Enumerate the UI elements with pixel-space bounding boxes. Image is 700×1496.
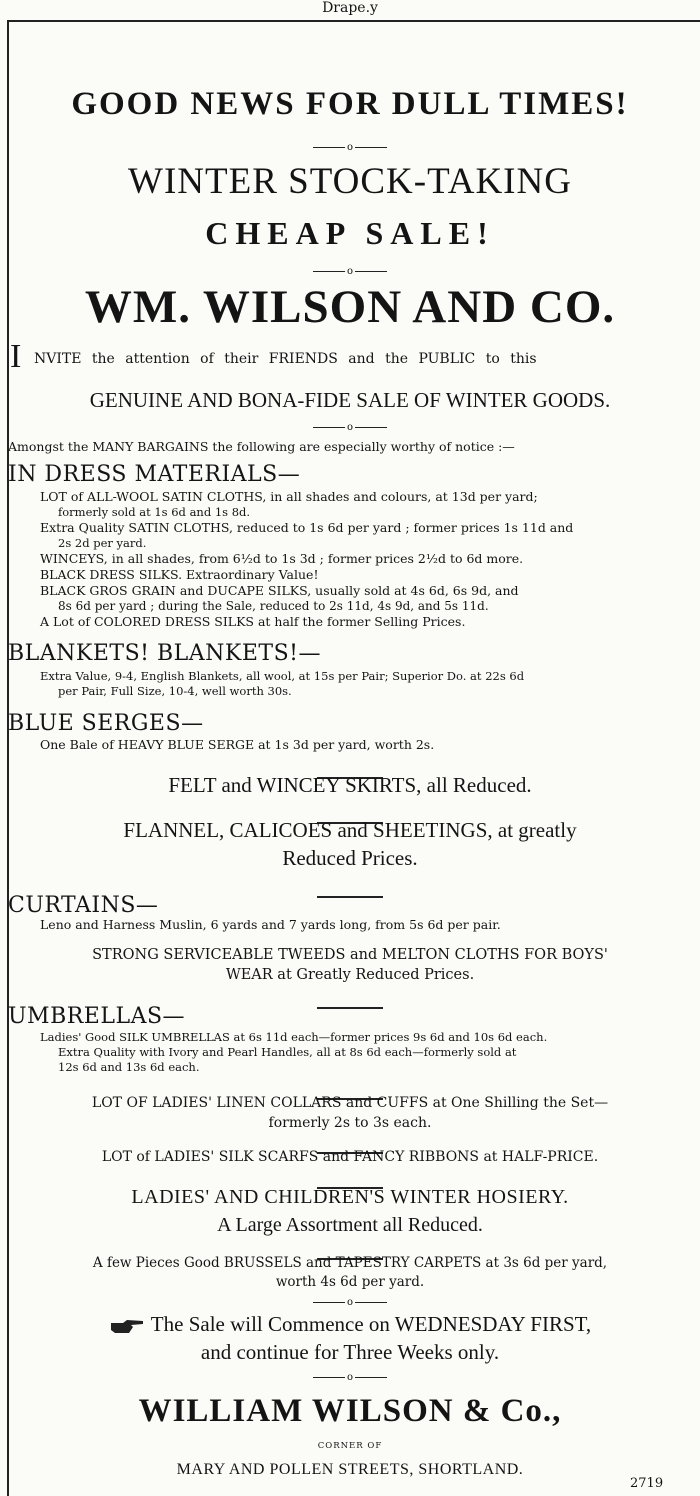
umbrellas-heading: UMBRELLAS—	[8, 1004, 186, 1029]
blankets-line: per Pair, Full Size, 10-4, well worth 30s.	[58, 684, 292, 698]
tweeds-line: STRONG SERVICEABLE TWEEDS and MELTON CLOTHS FOR BOYS'	[92, 947, 608, 963]
commence-line: and continue for Three Weeks only.	[200, 1340, 500, 1364]
dress-line: BLACK DRESS SILKS. Extraordinary Value!	[40, 567, 319, 582]
separator: o	[0, 423, 700, 433]
bargains-intro: Amongst the MANY BARGAINS the following are especially worthy of notice :—	[8, 439, 515, 454]
top-border-rule	[7, 20, 700, 22]
banner-title: GOOD NEWS FOR DULL TIMES!	[71, 86, 629, 122]
serges-line: One Bale of HEAVY BLUE SERGE at 1s 3d per yard, worth 2s.	[40, 737, 435, 752]
hosiery-line: LADIES' AND CHILDREN'S WINTER HOSIERY.	[131, 1186, 569, 1208]
commence-text: The Sale will Commence on WEDNESDAY FIRST,	[150, 1312, 592, 1336]
curtains-heading: CURTAINS—	[8, 893, 159, 918]
invite-text: NVITE the attention of their FRIENDS and the PUBLIC to this	[34, 351, 537, 367]
carpets-line: A few Pieces Good BRUSSELS and TAPESTRY CARPETS at 3s 6d per yard,	[92, 1255, 608, 1271]
separator: o	[0, 1298, 700, 1308]
blankets-heading: BLANKETS! BLANKETS!—	[8, 641, 321, 666]
collars-line: formerly 2s to 3s each.	[268, 1115, 432, 1131]
dress-line: formerly sold at 1s 6d and 1s 8d.	[58, 505, 251, 519]
reference-number: 2719	[630, 1476, 664, 1491]
genuine-sale: GENUINE AND BONA-FIDE SALE OF WINTER GOODS.	[89, 388, 611, 412]
commence-line	[0, 1312, 700, 1337]
pointing-hand-icon	[109, 1317, 145, 1335]
sale-type: CHEAP SALE!	[205, 215, 495, 251]
dress-line: BLACK GROS GRAIN and DUCAPE SILKS, usually sold at 4s 6d, 6s 9d, and	[40, 583, 519, 598]
dress-line: 2s 2d per yard.	[58, 536, 147, 550]
umbrellas-line: 12s 6d and 13s 6d each.	[58, 1060, 200, 1074]
flannel-line: FLANNEL, CALICOES and SHEETINGS, at greatly	[123, 818, 577, 842]
dress-line: A Lot of COLORED DRESS SILKS at half the former Selling Prices.	[40, 614, 466, 629]
footer-corner: CORNER OF	[317, 1441, 383, 1451]
separator: o	[0, 1373, 700, 1383]
collars-line: LOT OF LADIES' LINEN COLLARS and CUFFS at One Shilling the Set—	[91, 1095, 609, 1111]
dress-line: LOT of ALL-WOOL SATIN CLOTHS, in all shades and colours, at 13d per yard;	[40, 489, 538, 504]
dress-line: Extra Quality SATIN CLOTHS, reduced to 1s 6d per yard ; former prices 1s 11d and	[40, 520, 574, 535]
skirts-line: FELT and WINCEY SKIRTS, all Reduced.	[168, 773, 532, 797]
umbrellas-line: Extra Quality with Ivory and Pearl Handles, all at 8s 6d each—formerly sold at	[58, 1045, 517, 1059]
tweeds-line: WEAR at Greatly Reduced Prices.	[225, 967, 475, 983]
section-header: Drape.y	[322, 0, 378, 16]
carpets-line: worth 4s 6d per yard.	[275, 1274, 425, 1290]
footer-company: WILLIAM WILSON & Co.,	[138, 1393, 562, 1429]
footer-address: MARY AND POLLEN STREETS, SHORTLAND.	[176, 1461, 524, 1478]
flannel-line: Reduced Prices.	[282, 846, 418, 870]
separator: o	[0, 267, 700, 277]
separator: o	[0, 143, 700, 153]
dress-heading: IN DRESS MATERIALS—	[8, 462, 301, 487]
scarfs-line: LOT of LADIES' SILK SCARFS and FANCY RIBBONS at HALF-PRICE.	[101, 1149, 599, 1165]
dress-line: 8s 6d per yard ; during the Sale, reduced to 2s 11d, 4s 9d, and 5s 11d.	[58, 599, 489, 613]
drop-cap: I	[10, 338, 22, 375]
company-name: WM. WILSON AND CO.	[84, 281, 616, 333]
blankets-line: Extra Value, 9-4, English Blankets, all wool, at 15s per Pair; Superior Do. at 22s 6d	[40, 669, 525, 683]
umbrellas-line: Ladies' Good SILK UMBRELLAS at 6s 11d each—former prices 9s 6d and 10s 6d each.	[40, 1030, 548, 1044]
sale-name: WINTER STOCK-TAKING	[128, 161, 572, 202]
dress-line: WINCEYS, in all shades, from 6½d to 1s 3d ; former prices 2½d to 6d more.	[40, 551, 524, 566]
hosiery-line: A Large Assortment all Reduced.	[217, 1214, 483, 1236]
serges-heading: BLUE SERGES—	[8, 711, 204, 736]
curtains-line: Leno and Harness Muslin, 6 yards and 7 yards long, from 5s 6d per pair.	[40, 917, 501, 932]
